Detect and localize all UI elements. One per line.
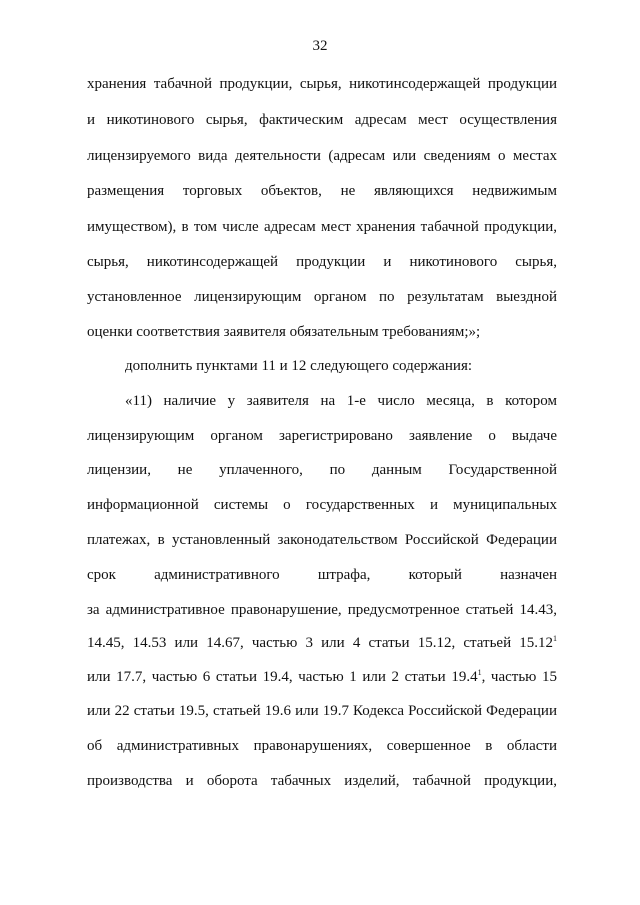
superscript: 1 bbox=[553, 634, 557, 643]
text-line-with-superscript bbox=[87, 667, 557, 687]
superscript: 1 bbox=[477, 668, 482, 677]
text-line: хранения табачной продукции, сырья, никотинсодержащей продукции bbox=[87, 76, 557, 92]
text-line: платежах, в установленный законодательством Российской Федерации bbox=[87, 532, 557, 548]
text-segment: , частью 15 bbox=[481, 669, 557, 685]
text-line: дополнить пунктами 11 и 12 следующего содержания: bbox=[125, 358, 473, 374]
text-line: за административное правонарушение, предусмотренное статьей 14.43, bbox=[87, 602, 557, 618]
text-line: «11) наличие у заявителя на 1-е число месяца, в котором bbox=[125, 393, 557, 409]
text-segment: 14.45, 14.53 или 14.67, частью 3 или 4 статьи 15.12, статьей 15.12 bbox=[87, 635, 553, 651]
text-segment: или 17.7, частью 6 статьи 19.4, частью 1 или 2 статьи 19.4 bbox=[87, 669, 478, 685]
page-number: 32 bbox=[312, 38, 328, 54]
text-line: производства и оборота табачных изделий, табачной продукции, bbox=[87, 773, 557, 789]
text-line: сырья, никотинсодержащей продукции и никотинового сырья, bbox=[87, 254, 557, 270]
text-line: установленное лицензирующим органом по результатам выездной bbox=[87, 289, 557, 305]
text-line: лицензируемого вида деятельности (адресам или сведениям о местах bbox=[87, 148, 557, 164]
text-line: оценки соответствия заявителя обязательным требованиям;»; bbox=[87, 324, 481, 340]
text-line: информационной системы о государственных и муниципальных bbox=[87, 497, 557, 513]
text-line: имуществом), в том числе адресам мест хранения табачной продукции, bbox=[87, 219, 557, 235]
text-line: лицензии, не уплаченного, по данным Государственной bbox=[87, 462, 557, 478]
text-line: срок административного штрафа, который назначен bbox=[87, 567, 557, 583]
text-line: об административных правонарушениях, совершенное в области bbox=[87, 738, 557, 754]
text-line: и никотинового сырья, фактическим адресам мест осуществления bbox=[87, 112, 557, 128]
text-line: или 22 статьи 19.5, статьей 19.6 или 19.7 Кодекса Российской Федерации bbox=[87, 703, 557, 719]
text-line: размещения торговых объектов, не являющихся недвижимым bbox=[87, 183, 557, 199]
text-line-with-superscript bbox=[87, 633, 557, 653]
text-line: лицензирующим органом зарегистрировано заявление о выдаче bbox=[87, 428, 557, 444]
